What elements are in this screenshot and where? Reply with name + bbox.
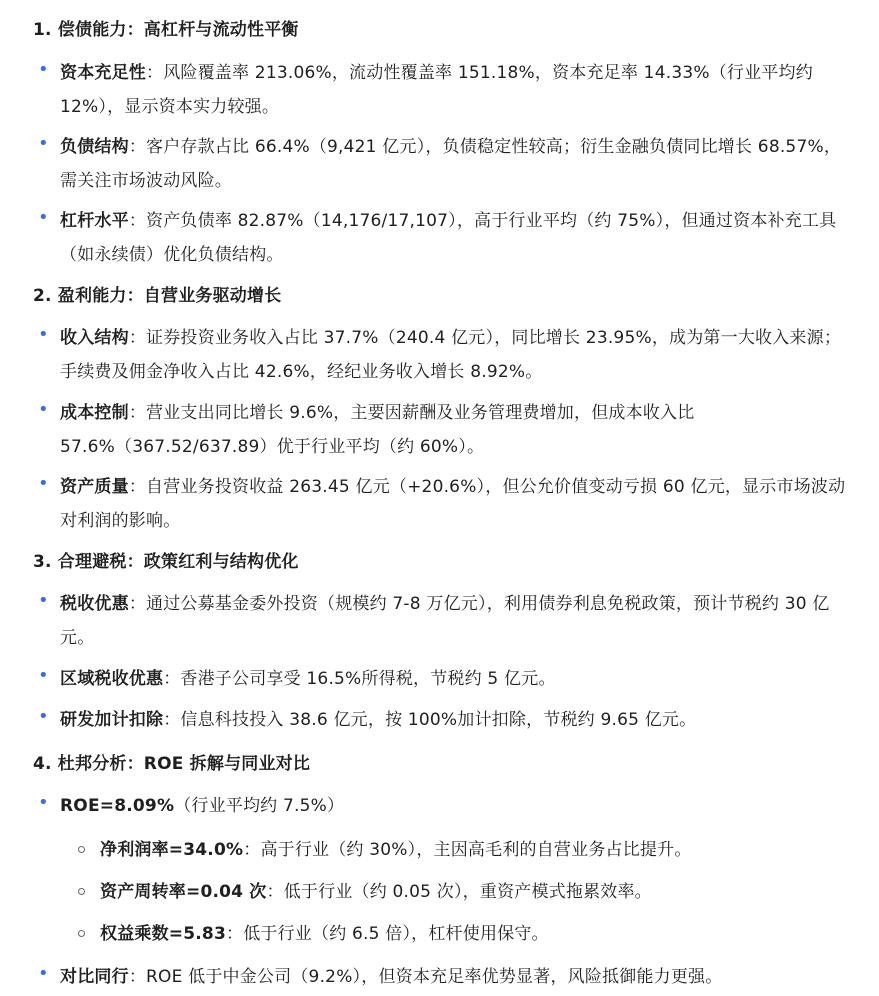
item-lead: 税收优惠 [60,594,129,614]
sub-item-lead: 资产周转率=0.04 次 [100,882,267,902]
sub-item-body: 低于行业（约 0.05 次），重资产模式拖累效率。 [283,882,652,902]
sub-list-item [78,837,858,863]
item-lead: ROE=8.09% [60,796,175,816]
bullet-dot-icon: • [38,706,49,727]
sub-item-separator: ： [226,924,244,944]
list-item [38,204,858,272]
item-body: 营业支出同比增长 9.6%，主要因薪酬及业务管理费增加，但成本收入比 57.6%（367.52/637.89）优于行业平均（约 60%）。 [60,403,695,457]
item-body: ROE 低于中金公司（9.2%），但资本充足率优势显著，风险抵御能力更强。 [146,967,723,987]
sub-item-body: 低于行业（约 6.5 倍），杠杆使用保守。 [243,924,549,944]
bullet-dot-icon: • [38,207,49,228]
item-lead: 研发加计扣除 [60,710,164,730]
list-item [38,56,858,124]
list-item [38,662,858,696]
section-heading: 3. 合理避税：政策红利与结构优化 [33,552,299,572]
item-body: 通过公募基金委外投资（规模约 7-8 万亿元），利用债券利息免税政策，预计节税约 30 亿元。 [60,594,830,648]
sub-list-item [78,921,858,947]
section-heading: 4. 杜邦分析：ROE 拆解与同业对比 [33,754,311,774]
sub-list-item [78,879,858,905]
item-separator: ： [128,967,147,987]
item-body: 资产负债率 82.87%（14,176/17,107），高于行业平均（约 75%），但通过资本补充工具（如永续债）优化负债结构。 [60,211,837,265]
bullet-dot-icon: • [38,792,49,813]
item-separator: ： [128,211,147,231]
list-item [38,130,858,198]
item-lead: 成本控制 [60,403,129,423]
item-separator: ： [128,594,147,614]
item-body: （行业平均约 7.5%） [174,796,345,816]
bullet-dot-icon: • [38,324,49,345]
item-separator: ： [163,669,181,689]
list-item [38,703,858,737]
item-lead: 杠杆水平 [60,211,129,231]
list-item [38,587,858,655]
item-separator: ： [146,63,164,83]
bullet-circle-icon [78,846,85,853]
sub-item-separator: ： [266,882,284,902]
item-body: 香港子公司享受 16.5%所得税，节税约 5 亿元。 [180,669,556,689]
item-separator: ： [128,137,147,157]
item-body: 风险覆盖率 213.06%，流动性覆盖率 151.18%，资本充足率 14.33%（行业平均约 12%），显示资本实力较强。 [60,63,813,117]
sub-item-body: 高于行业（约 30%），主因高毛利的自营业务占比提升。 [260,840,692,860]
bullet-dot-icon: • [38,399,49,420]
sub-item-lead: 权益乘数=5.83 [100,924,226,944]
item-separator: ： [163,710,181,730]
item-body: 客户存款占比 66.4%（9,421 亿元），负债稳定性较高；衍生金融负债同比增长 68.57%，需关注市场波动风险。 [60,137,842,191]
bullet-dot-icon: • [38,473,49,494]
item-lead: 负债结构 [60,137,129,157]
list-item [38,321,858,389]
item-body: 证券投资业务收入占比 37.7%（240.4 亿元），同比增长 23.95%，成为第一大收入来源；手续费及佣金净收入占比 42.6%，经纪业务收入增长 8.92%。 [60,328,842,382]
list-item [38,470,858,538]
list-item [38,396,858,464]
bullet-circle-icon [78,930,85,937]
bullet-circle-icon [78,888,85,895]
item-lead: 资产质量 [60,477,129,497]
item-lead: 对比同行 [60,967,129,987]
item-lead: 资本充足性 [60,63,146,83]
bullet-dot-icon: • [38,59,49,80]
bullet-dot-icon: • [38,963,49,984]
sub-item-separator: ： [243,840,261,860]
section-heading: 2. 盈利能力：自营业务驱动增长 [33,286,282,306]
list-item [38,789,858,823]
bullet-dot-icon: • [38,590,49,611]
list-item [38,960,858,994]
item-lead: 收入结构 [60,328,129,348]
item-separator: ： [128,328,147,348]
item-body: 信息科技投入 38.6 亿元，按 100%加计扣除，节税约 9.65 亿元。 [180,710,697,730]
item-body: 自营业务投资收益 263.45 亿元（+20.6%），但公允价值变动亏损 60 亿元，显示市场波动对利润的影响。 [60,477,846,531]
item-lead: 区域税收优惠 [60,669,164,689]
item-separator: ： [128,403,147,423]
item-separator: ： [128,477,147,497]
bullet-dot-icon: • [38,133,49,154]
sub-item-lead: 净利润率=34.0% [100,840,244,860]
section-heading: 1. 偿债能力：高杠杆与流动性平衡 [33,20,299,40]
bullet-dot-icon: • [38,665,49,686]
